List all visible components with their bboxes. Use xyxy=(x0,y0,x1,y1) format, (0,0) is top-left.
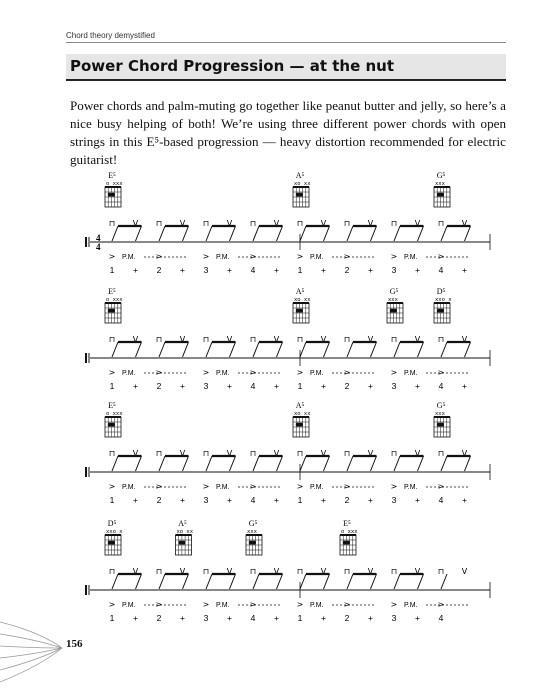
note-stem xyxy=(183,342,189,357)
pick-stroke: ⊓ xyxy=(108,335,116,344)
beat-count: + xyxy=(321,265,326,275)
beat-count: 4 xyxy=(250,613,256,623)
chord-name: A⁵ xyxy=(178,519,187,528)
chord-string-marks: xxx xyxy=(435,181,445,187)
note-stem xyxy=(300,342,306,357)
note-stem xyxy=(183,456,189,471)
note-stem xyxy=(441,226,447,241)
note-stem xyxy=(112,456,118,471)
chord-name: A⁵ xyxy=(295,287,305,296)
accent-mark: > xyxy=(249,600,257,609)
chord-name: A⁵ xyxy=(295,171,305,180)
note-stem xyxy=(159,342,165,357)
palm-mute-label: P.M. xyxy=(310,370,324,377)
pick-stroke: ⊓ xyxy=(390,449,398,458)
note-stem xyxy=(394,226,400,241)
note-stem xyxy=(418,456,424,471)
note-stem xyxy=(394,456,400,471)
accent-mark: > xyxy=(108,368,116,377)
note-stem xyxy=(418,342,424,357)
note-stem xyxy=(277,342,283,357)
pick-stroke: V xyxy=(132,219,139,228)
chord-dot xyxy=(111,541,115,545)
chord-name: G⁵ xyxy=(248,519,258,528)
note-stem xyxy=(371,226,377,241)
chord-string-marks: xo xx xyxy=(176,529,194,535)
beat-count: + xyxy=(321,613,326,623)
beat-count: + xyxy=(227,495,232,505)
beat-count: 1 xyxy=(297,265,303,275)
note-stem xyxy=(206,226,212,241)
note-stem xyxy=(347,574,353,589)
note-stem xyxy=(253,226,259,241)
palm-mute-label: P.M. xyxy=(216,370,230,377)
note-stem xyxy=(277,226,283,241)
pick-stroke: V xyxy=(132,335,139,344)
pick-stroke: V xyxy=(367,567,374,576)
note-stem xyxy=(253,456,259,471)
accent-mark: > xyxy=(390,482,398,491)
note-stem xyxy=(371,574,377,589)
chord-dot xyxy=(252,541,256,545)
palm-mute-label: P.M. xyxy=(216,484,230,491)
beat-count: + xyxy=(415,265,420,275)
accent-mark: > xyxy=(202,252,210,261)
pick-stroke: V xyxy=(414,449,421,458)
chord-dot xyxy=(346,541,350,545)
chord-dot xyxy=(182,541,186,545)
chord-name: G⁵ xyxy=(389,287,399,296)
time-signature-bottom: 4 xyxy=(96,242,101,252)
pick-stroke: V xyxy=(461,335,468,344)
palm-mute-label: P.M. xyxy=(216,254,230,261)
accent-mark: > xyxy=(249,482,257,491)
accent-mark: > xyxy=(343,252,351,261)
chord-dot xyxy=(440,309,444,313)
note-stem xyxy=(441,574,447,589)
beat-count: 1 xyxy=(109,495,115,505)
chord-dot xyxy=(111,193,115,197)
accent-mark: > xyxy=(390,600,398,609)
chord-dot xyxy=(440,193,444,197)
beat-count: + xyxy=(180,265,185,275)
chord-dot xyxy=(299,193,303,197)
pick-stroke: V xyxy=(320,219,327,228)
pick-stroke: V xyxy=(320,449,327,458)
note-stem xyxy=(253,342,259,357)
note-stem xyxy=(136,574,142,589)
note-stem xyxy=(465,226,471,241)
chord-name: E⁵ xyxy=(343,519,351,528)
pick-stroke: V xyxy=(179,449,186,458)
chord-name: D⁵ xyxy=(107,519,117,528)
pick-stroke: V xyxy=(367,335,374,344)
palm-mute-label: P.M. xyxy=(404,254,418,261)
pick-stroke: ⊓ xyxy=(296,219,304,228)
pick-stroke: V xyxy=(461,567,468,576)
chord-name: E⁵ xyxy=(108,401,116,410)
chord-dot xyxy=(299,309,303,313)
accent-mark: > xyxy=(155,368,163,377)
palm-mute-label: P.M. xyxy=(122,370,136,377)
pick-stroke: ⊓ xyxy=(155,335,163,344)
pick-stroke: V xyxy=(320,567,327,576)
note-stem xyxy=(253,574,259,589)
chord-name: D⁵ xyxy=(436,287,446,296)
beat-count: + xyxy=(227,265,232,275)
note-stem xyxy=(159,456,165,471)
palm-mute-label: P.M. xyxy=(404,370,418,377)
pick-stroke: ⊓ xyxy=(390,335,398,344)
beat-count: 2 xyxy=(344,613,350,623)
accent-mark: > xyxy=(390,368,398,377)
accent-mark: > xyxy=(437,368,445,377)
chord-name: E⁵ xyxy=(108,287,116,296)
note-stem xyxy=(465,456,471,471)
pick-stroke: V xyxy=(273,567,280,576)
note-stem xyxy=(300,226,306,241)
pick-stroke: V xyxy=(414,567,421,576)
accent-mark: > xyxy=(155,600,163,609)
chord-name: A⁵ xyxy=(295,401,305,410)
beat-count: + xyxy=(368,495,373,505)
beat-count: + xyxy=(462,495,467,505)
pick-stroke: V xyxy=(273,449,280,458)
beat-count: + xyxy=(133,381,138,391)
accent-mark: > xyxy=(202,368,210,377)
accent-mark: > xyxy=(343,368,351,377)
time-signature-top: 4 xyxy=(96,233,101,243)
pick-stroke: V xyxy=(414,335,421,344)
chord-name: E⁵ xyxy=(108,171,116,180)
accent-mark: > xyxy=(296,368,304,377)
palm-mute-label: P.M. xyxy=(122,602,136,609)
accent-mark: > xyxy=(202,482,210,491)
running-head: Chord theory demystified xyxy=(66,31,155,40)
chord-name: G⁵ xyxy=(436,401,446,410)
note-stem xyxy=(418,574,424,589)
pick-stroke: ⊓ xyxy=(343,219,351,228)
beat-count: 3 xyxy=(203,265,209,275)
accent-mark: > xyxy=(108,482,116,491)
chord-string-marks: xo xx xyxy=(294,411,311,417)
beat-count: + xyxy=(415,495,420,505)
accent-mark: > xyxy=(108,600,116,609)
palm-mute-label: P.M. xyxy=(216,602,230,609)
beat-count: 1 xyxy=(297,381,303,391)
section-title: Power Chord Progression — at the nut xyxy=(70,57,395,75)
note-stem xyxy=(441,342,447,357)
pick-stroke: ⊓ xyxy=(249,219,257,228)
chord-dot xyxy=(299,423,303,427)
note-stem xyxy=(371,342,377,357)
note-stem xyxy=(112,574,118,589)
palm-mute-label: P.M. xyxy=(310,484,324,491)
pick-stroke: ⊓ xyxy=(202,567,210,576)
chord-name: G⁵ xyxy=(436,171,446,180)
pick-stroke: V xyxy=(461,219,468,228)
palm-mute-label: P.M. xyxy=(122,484,136,491)
pick-stroke: V xyxy=(273,335,280,344)
palm-mute-label: P.M. xyxy=(122,254,136,261)
beat-count: 2 xyxy=(156,613,162,623)
note-stem xyxy=(441,456,447,471)
pick-stroke: ⊓ xyxy=(390,219,398,228)
section-title-bar xyxy=(66,54,506,81)
note-stem xyxy=(183,574,189,589)
pick-stroke: ⊓ xyxy=(296,335,304,344)
palm-mute-label: P.M. xyxy=(310,254,324,261)
pick-stroke: V xyxy=(132,449,139,458)
pick-stroke: V xyxy=(273,219,280,228)
pick-stroke: V xyxy=(320,335,327,344)
note-stem xyxy=(300,456,306,471)
accent-mark: > xyxy=(249,368,257,377)
accent-mark: > xyxy=(155,482,163,491)
chord-string-marks: xxx xyxy=(435,411,445,417)
beat-count: 4 xyxy=(250,381,256,391)
header-rule xyxy=(66,42,506,43)
pick-stroke: ⊓ xyxy=(390,567,398,576)
chord-dot xyxy=(111,309,115,313)
beat-count: 4 xyxy=(438,495,444,505)
beat-count: + xyxy=(274,495,279,505)
accent-mark: > xyxy=(390,252,398,261)
pick-stroke: ⊓ xyxy=(202,449,210,458)
pick-stroke: ⊓ xyxy=(343,449,351,458)
beat-count: 3 xyxy=(391,265,397,275)
beat-count: + xyxy=(462,265,467,275)
beat-count: 4 xyxy=(438,265,444,275)
pick-stroke: V xyxy=(226,219,233,228)
palm-mute-label: P.M. xyxy=(404,484,418,491)
note-stem xyxy=(230,456,236,471)
chord-string-marks: xo xx xyxy=(294,181,311,187)
note-stem xyxy=(230,342,236,357)
accent-mark: > xyxy=(437,600,445,609)
accent-mark: > xyxy=(202,600,210,609)
beat-count: 1 xyxy=(109,613,115,623)
pick-stroke: ⊓ xyxy=(249,449,257,458)
beat-count: + xyxy=(415,381,420,391)
pick-stroke: V xyxy=(367,449,374,458)
beat-count: + xyxy=(133,265,138,275)
accent-mark: > xyxy=(437,252,445,261)
beat-count: 2 xyxy=(344,381,350,391)
beat-count: 4 xyxy=(250,265,256,275)
accent-mark: > xyxy=(249,252,257,261)
note-stem xyxy=(136,226,142,241)
beat-count: + xyxy=(133,495,138,505)
beat-count: + xyxy=(368,613,373,623)
music-notation xyxy=(60,170,500,635)
beat-count: 4 xyxy=(438,613,444,623)
note-stem xyxy=(206,456,212,471)
note-stem xyxy=(394,574,400,589)
accent-mark: > xyxy=(437,482,445,491)
beat-count: 2 xyxy=(156,381,162,391)
beat-count: + xyxy=(133,613,138,623)
beat-count: 4 xyxy=(250,495,256,505)
chord-string-marks: o xxx xyxy=(106,181,123,187)
accent-mark: > xyxy=(155,252,163,261)
pick-stroke: ⊓ xyxy=(202,335,210,344)
pick-stroke: ⊓ xyxy=(249,567,257,576)
pick-stroke: V xyxy=(414,219,421,228)
beat-count: + xyxy=(227,613,232,623)
chord-string-marks: xxx xyxy=(388,297,398,303)
beat-count: + xyxy=(274,265,279,275)
note-stem xyxy=(324,226,330,241)
note-stem xyxy=(159,574,165,589)
note-stem xyxy=(230,574,236,589)
note-stem xyxy=(418,226,424,241)
pick-stroke: ⊓ xyxy=(108,219,116,228)
beat-count: 2 xyxy=(344,495,350,505)
palm-mute-label: P.M. xyxy=(310,602,324,609)
beat-count: 3 xyxy=(203,495,209,505)
chord-string-marks: xxo x xyxy=(435,297,452,303)
note-stem xyxy=(324,574,330,589)
beat-count: 3 xyxy=(203,381,209,391)
chord-dot xyxy=(440,423,444,427)
accent-mark: > xyxy=(296,252,304,261)
pick-stroke: V xyxy=(367,219,374,228)
pick-stroke: ⊓ xyxy=(202,219,210,228)
note-stem xyxy=(136,342,142,357)
note-stem xyxy=(136,456,142,471)
beat-count: + xyxy=(274,613,279,623)
note-stem xyxy=(371,456,377,471)
note-stem xyxy=(206,342,212,357)
beat-count: + xyxy=(321,495,326,505)
beat-count: + xyxy=(180,495,185,505)
chord-string-marks: o xxx xyxy=(341,529,358,535)
pick-stroke: ⊓ xyxy=(343,567,351,576)
chord-string-marks: o xxx xyxy=(106,411,123,417)
beat-count: + xyxy=(415,613,420,623)
beat-count: 3 xyxy=(391,495,397,505)
beat-count: + xyxy=(274,381,279,391)
accent-mark: > xyxy=(296,482,304,491)
pick-stroke: V xyxy=(461,449,468,458)
beat-count: 3 xyxy=(391,381,397,391)
corner-decoration xyxy=(0,612,70,696)
pick-stroke: V xyxy=(179,219,186,228)
note-stem xyxy=(230,226,236,241)
accent-mark: > xyxy=(296,600,304,609)
pick-stroke: ⊓ xyxy=(437,219,445,228)
pick-stroke: ⊓ xyxy=(155,567,163,576)
chord-string-marks: xxo x xyxy=(106,529,123,535)
chord-dot xyxy=(111,423,115,427)
beat-count: + xyxy=(321,381,326,391)
accent-mark: > xyxy=(343,482,351,491)
intro-paragraph: Power chords and palm-muting go together like peanut butter and jelly, so here’s a nice busy helping of both! We’re using three different power chords with open strings in this E⁵-based progression — heavy distortion recommended for electric guitarist! xyxy=(70,98,506,167)
chord-string-marks: xo xx xyxy=(294,297,311,303)
beat-count: + xyxy=(180,613,185,623)
note-stem xyxy=(277,574,283,589)
note-stem xyxy=(277,456,283,471)
beat-count: + xyxy=(368,381,373,391)
beat-count: + xyxy=(180,381,185,391)
beat-count: 1 xyxy=(109,265,115,275)
pick-stroke: ⊓ xyxy=(437,449,445,458)
chord-dot xyxy=(393,309,397,313)
pick-stroke: ⊓ xyxy=(108,449,116,458)
pick-stroke: ⊓ xyxy=(108,567,116,576)
page-number: 156 xyxy=(66,638,83,650)
note-stem xyxy=(112,342,118,357)
pick-stroke: V xyxy=(179,335,186,344)
note-stem xyxy=(206,574,212,589)
pick-stroke: V xyxy=(132,567,139,576)
pick-stroke: ⊓ xyxy=(296,567,304,576)
beat-count: 2 xyxy=(344,265,350,275)
note-stem xyxy=(347,226,353,241)
accent-mark: > xyxy=(108,252,116,261)
pick-stroke: V xyxy=(179,567,186,576)
beat-count: 1 xyxy=(109,381,115,391)
chord-string-marks: o xxx xyxy=(106,297,123,303)
beat-count: + xyxy=(462,381,467,391)
pick-stroke: ⊓ xyxy=(155,449,163,458)
beat-count: 1 xyxy=(297,495,303,505)
note-stem xyxy=(394,342,400,357)
note-stem xyxy=(159,226,165,241)
pick-stroke: ⊓ xyxy=(343,335,351,344)
pick-stroke: ⊓ xyxy=(437,335,445,344)
note-stem xyxy=(347,456,353,471)
pick-stroke: ⊓ xyxy=(249,335,257,344)
note-stem xyxy=(112,226,118,241)
note-stem xyxy=(183,226,189,241)
chord-string-marks: xxx xyxy=(247,529,257,535)
pick-stroke: ⊓ xyxy=(296,449,304,458)
beat-count: 3 xyxy=(391,613,397,623)
beat-count: 4 xyxy=(438,381,444,391)
beat-count: 2 xyxy=(156,495,162,505)
beat-count: + xyxy=(368,265,373,275)
pick-stroke: V xyxy=(226,335,233,344)
pick-stroke: V xyxy=(226,567,233,576)
pick-stroke: V xyxy=(226,449,233,458)
beat-count: + xyxy=(227,381,232,391)
note-stem xyxy=(347,342,353,357)
pick-stroke: ⊓ xyxy=(155,219,163,228)
pick-stroke: ⊓ xyxy=(437,567,445,576)
note-stem xyxy=(324,342,330,357)
note-stem xyxy=(465,342,471,357)
accent-mark: > xyxy=(343,600,351,609)
palm-mute-label: P.M. xyxy=(404,602,418,609)
note-stem xyxy=(324,456,330,471)
beat-count: 2 xyxy=(156,265,162,275)
beat-count: 1 xyxy=(297,613,303,623)
beat-count: 3 xyxy=(203,613,209,623)
note-stem xyxy=(300,574,306,589)
